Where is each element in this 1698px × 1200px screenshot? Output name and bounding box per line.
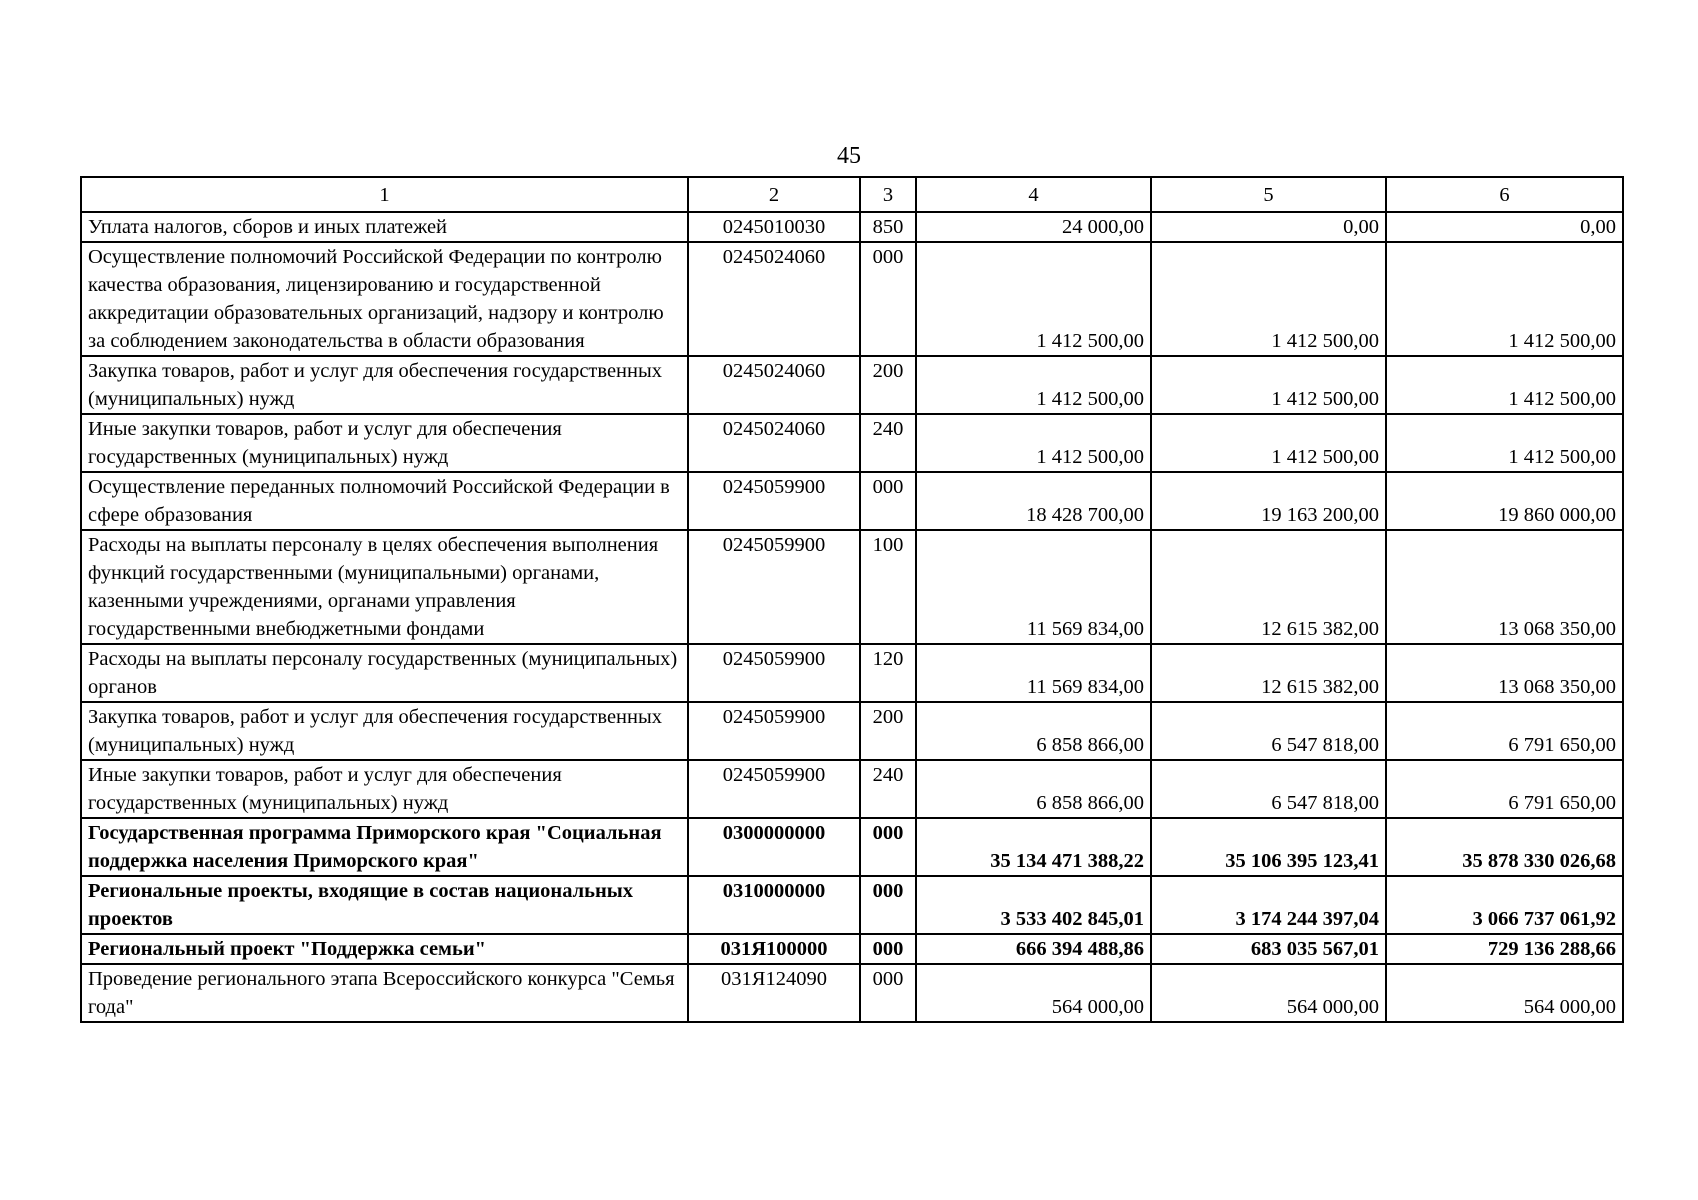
row-code-cell: 0245059900 [688,702,860,760]
row-value-col5-cell: 1 412 500,00 [1151,414,1386,472]
row-value-col4-cell: 666 394 488,86 [916,934,1151,964]
row-value-col4-cell: 24 000,00 [916,212,1151,242]
table-row [81,702,1623,760]
table-row [81,212,1623,242]
table-body [81,177,1623,1022]
row-type-cell: 240 [860,760,916,818]
row-type-cell: 000 [860,472,916,530]
table-row [81,964,1623,1022]
row-value-col6-cell: 6 791 650,00 [1386,702,1623,760]
row-value-col4-cell: 18 428 700,00 [916,472,1151,530]
row-value-col6-cell: 6 791 650,00 [1386,760,1623,818]
row-value-col6-cell: 3 066 737 061,92 [1386,876,1623,934]
row-type-cell: 000 [860,876,916,934]
row-name-cell: Проведение регионального этапа Всероссийского конкурса "Семья года" [81,964,688,1022]
header-col-6: 6 [1386,177,1623,212]
row-value-col4-cell: 6 858 866,00 [916,760,1151,818]
header-col-4: 4 [916,177,1151,212]
row-code-cell: 0245059900 [688,644,860,702]
row-value-col4-cell: 1 412 500,00 [916,242,1151,356]
row-name-cell: Расходы на выплаты персоналу государственных (муниципальных) органов [81,644,688,702]
row-name-cell: Региональные проекты, входящие в состав национальных проектов [81,876,688,934]
row-code-cell: 0245024060 [688,242,860,356]
row-value-col6-cell: 13 068 350,00 [1386,644,1623,702]
table-row [81,472,1623,530]
row-value-col5-cell: 6 547 818,00 [1151,760,1386,818]
row-value-col5-cell: 6 547 818,00 [1151,702,1386,760]
row-value-col4-cell: 1 412 500,00 [916,356,1151,414]
row-type-cell: 100 [860,530,916,644]
row-type-cell: 120 [860,644,916,702]
table-row [81,356,1623,414]
row-code-cell: 0300000000 [688,818,860,876]
row-value-col6-cell: 19 860 000,00 [1386,472,1623,530]
row-value-col5-cell: 12 615 382,00 [1151,530,1386,644]
row-name-cell: Расходы на выплаты персоналу в целях обеспечения выполнения функций государственными (муниципальными) органами, казенными учреждениями, органами управления государственными внебюджетными фондами [81,530,688,644]
header-col-5: 5 [1151,177,1386,212]
header-col-1: 1 [81,177,688,212]
row-code-cell: 0245024060 [688,414,860,472]
row-value-col5-cell: 19 163 200,00 [1151,472,1386,530]
row-value-col4-cell: 35 134 471 388,22 [916,818,1151,876]
row-type-cell: 000 [860,818,916,876]
row-value-col5-cell: 35 106 395 123,41 [1151,818,1386,876]
row-name-cell: Осуществление переданных полномочий Российской Федерации в сфере образования [81,472,688,530]
header-col-2: 2 [688,177,860,212]
table-row [81,644,1623,702]
row-value-col6-cell: 564 000,00 [1386,964,1623,1022]
row-type-cell: 850 [860,212,916,242]
row-value-col5-cell: 12 615 382,00 [1151,644,1386,702]
header-col-3: 3 [860,177,916,212]
row-name-cell: Иные закупки товаров, работ и услуг для обеспечения государственных (муниципальных) нужд [81,760,688,818]
row-type-cell: 000 [860,242,916,356]
row-code-cell: 0245059900 [688,760,860,818]
row-value-col5-cell: 1 412 500,00 [1151,242,1386,356]
row-value-col5-cell: 0,00 [1151,212,1386,242]
row-value-col5-cell: 683 035 567,01 [1151,934,1386,964]
row-code-cell: 0310000000 [688,876,860,934]
row-code-cell: 0245024060 [688,356,860,414]
row-type-cell: 240 [860,414,916,472]
row-value-col6-cell: 1 412 500,00 [1386,356,1623,414]
table-row [81,242,1623,356]
row-name-cell: Осуществление полномочий Российской Федерации по контролю качества образования, лицензированию и государственной аккредитации образовательных организаций, надзору и контролю за соблюдением законодательства в области образования [81,242,688,356]
row-value-col6-cell: 729 136 288,66 [1386,934,1623,964]
row-value-col5-cell: 564 000,00 [1151,964,1386,1022]
row-value-col4-cell: 3 533 402 845,01 [916,876,1151,934]
table-row [81,414,1623,472]
table-row [81,760,1623,818]
page-number: 45 [837,143,861,169]
table-row [81,876,1623,934]
budget-table [80,176,1624,1023]
row-value-col6-cell: 1 412 500,00 [1386,414,1623,472]
row-value-col4-cell: 1 412 500,00 [916,414,1151,472]
row-value-col5-cell: 1 412 500,00 [1151,356,1386,414]
row-type-cell: 200 [860,356,916,414]
row-value-col6-cell: 1 412 500,00 [1386,242,1623,356]
row-name-cell: Иные закупки товаров, работ и услуг для обеспечения государственных (муниципальных) нужд [81,414,688,472]
row-code-cell: 0245059900 [688,530,860,644]
row-name-cell: Закупка товаров, работ и услуг для обеспечения государственных (муниципальных) нужд [81,356,688,414]
table-row [81,818,1623,876]
row-code-cell: 031Я100000 [688,934,860,964]
row-type-cell: 200 [860,702,916,760]
row-value-col6-cell: 13 068 350,00 [1386,530,1623,644]
table-row [81,934,1623,964]
row-type-cell: 000 [860,964,916,1022]
row-name-cell: Закупка товаров, работ и услуг для обеспечения государственных (муниципальных) нужд [81,702,688,760]
row-name-cell: Государственная программа Приморского края "Социальная поддержка населения Приморского края" [81,818,688,876]
row-code-cell: 031Я124090 [688,964,860,1022]
row-value-col4-cell: 6 858 866,00 [916,702,1151,760]
row-name-cell: Уплата налогов, сборов и иных платежей [81,212,688,242]
row-value-col5-cell: 3 174 244 397,04 [1151,876,1386,934]
row-value-col4-cell: 11 569 834,00 [916,644,1151,702]
row-value-col4-cell: 564 000,00 [916,964,1151,1022]
row-value-col6-cell: 35 878 330 026,68 [1386,818,1623,876]
row-name-cell: Региональный проект "Поддержка семьи" [81,934,688,964]
table-row [81,530,1623,644]
row-value-col4-cell: 11 569 834,00 [916,530,1151,644]
row-value-col6-cell: 0,00 [1386,212,1623,242]
row-code-cell: 0245010030 [688,212,860,242]
row-type-cell: 000 [860,934,916,964]
table-header-row [81,177,1623,212]
row-code-cell: 0245059900 [688,472,860,530]
